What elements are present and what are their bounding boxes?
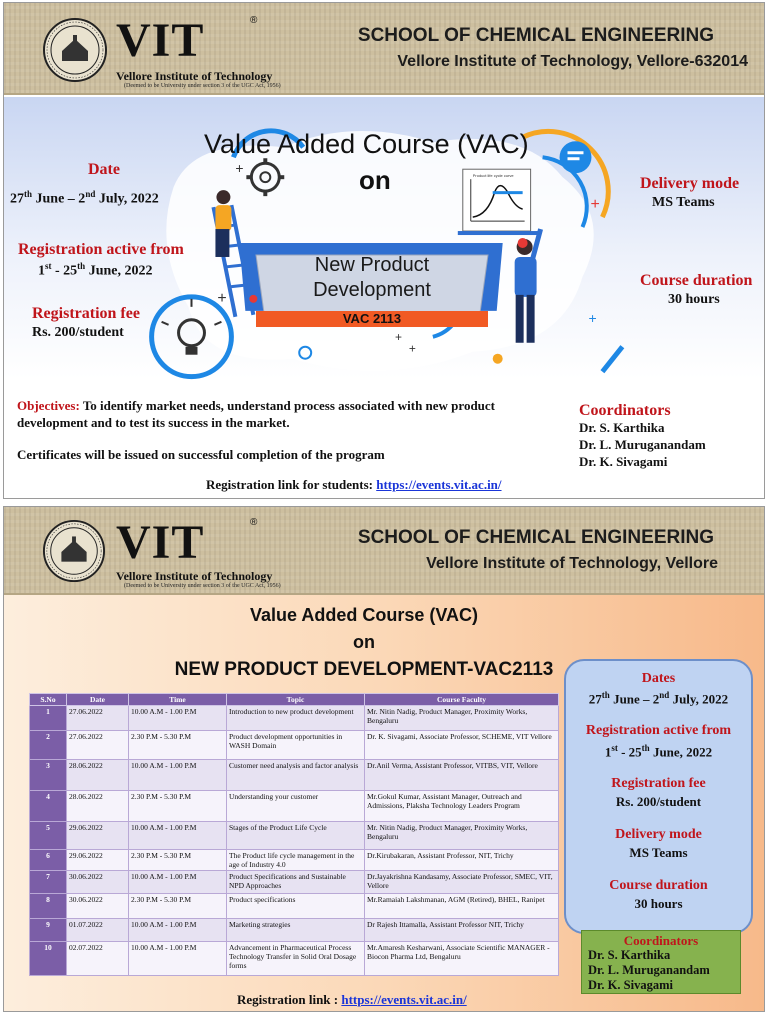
cell-sno: 4 <box>30 791 67 822</box>
cell-faculty: Mr.Gokul Kumar, Assistant Manager, Outreach and Admissions, Plaksha Technology Leaders Program <box>365 791 559 822</box>
registration-link[interactable]: https://events.vit.ac.in/ <box>376 477 502 492</box>
title-on: on <box>353 632 375 652</box>
dates-label: Dates <box>641 671 676 686</box>
coordinator-1: Dr. S. Karthika <box>588 948 671 962</box>
svg-text:+: + <box>590 196 600 214</box>
product-life-cycle-chart <box>458 169 538 235</box>
cell-date: 28.06.2022 <box>67 760 129 791</box>
poster-vac-schedule <box>3 506 765 1012</box>
cell-faculty: Mr.Amaresh Kesharwani, Associate Scientific MANAGER -Biocon Pharma Ltd, Bengaluru <box>365 942 559 976</box>
table-row <box>30 850 559 871</box>
cell-time: 10.00 A.M - 1.00 P.M <box>129 871 227 894</box>
schedule-table <box>29 693 559 976</box>
cell-faculty: Dr Rajesh Ittamalla, Assistant Professor NIT, Trichy <box>365 919 559 942</box>
chart-caption: Product life cycle curve <box>472 173 514 179</box>
pencil-icon <box>602 347 622 372</box>
header-faculty: Course Faculty <box>365 694 559 706</box>
table-row <box>30 942 559 976</box>
certificate-note: Certificates will be issued on successful completion of the program <box>17 447 385 462</box>
school-heading: SCHOOL OF CHEMICAL ENGINEERING <box>357 527 714 548</box>
delivery-value: MS Teams <box>629 845 688 860</box>
cell-faculty: Dr.Anil Verma, Assistant Professor, VITBS, VIT, Vellore <box>365 760 559 791</box>
duration-label: Course duration <box>640 272 753 289</box>
svg-text:+: + <box>394 329 402 344</box>
cell-topic: Introduction to new product development <box>227 706 365 731</box>
svg-text:+: + <box>235 160 244 177</box>
cell-topic: Marketing strategies <box>227 919 365 942</box>
cell-topic: Product development opportunities in WASH Domain <box>227 731 365 760</box>
cell-sno: 6 <box>30 850 67 871</box>
svg-text:+: + <box>217 289 227 307</box>
table-header-row <box>30 694 559 706</box>
date-value: 27th June – 2nd July, 2022 <box>10 189 159 207</box>
cell-sno: 8 <box>30 894 67 919</box>
cell-date: 01.07.2022 <box>67 919 129 942</box>
cell-date: 29.06.2022 <box>67 850 129 871</box>
svg-text:+: + <box>408 341 416 356</box>
cell-time: 2.30 P.M - 5.30 P.M <box>129 791 227 822</box>
coordinators-box <box>581 930 741 994</box>
header-banner <box>4 3 764 95</box>
cell-topic: Customer need analysis and factor analysis <box>227 760 365 791</box>
deemed-note: (Deemed to be University under section 3 of the UGC Act, 1956) <box>124 583 281 589</box>
fee-label: Registration fee <box>611 776 706 791</box>
institute-name: Vellore Institute of Technology <box>116 569 273 583</box>
cell-sno: 1 <box>30 706 67 731</box>
dates-value: 27th June – 2nd July, 2022 <box>588 690 729 707</box>
cell-time: 10.00 A.M - 1.00 P.M <box>129 942 227 976</box>
header-topic: Topic <box>227 694 365 706</box>
cell-time: 2.30 P.M - 5.30 P.M <box>129 894 227 919</box>
cell-time: 2.30 P.M - 5.30 P.M <box>129 850 227 871</box>
delivery-value: MS Teams <box>652 195 715 210</box>
registration-link-line: Registration link for students: https://events.vit.ac.in/ <box>206 477 502 492</box>
cell-topic: The Product life cycle management in the age of Industry 4.0 <box>227 850 365 871</box>
course-name: New Product Development <box>313 254 431 301</box>
cell-sno: 2 <box>30 731 67 760</box>
table-row <box>30 822 559 850</box>
cell-date: 02.07.2022 <box>67 942 129 976</box>
coordinator-3: Dr. K. Sivagami <box>588 978 673 992</box>
coordinator-2: Dr. L. Muruganandam <box>588 963 710 977</box>
fee-label: Registration fee <box>32 305 140 322</box>
registration-link[interactable]: https://events.vit.ac.in/ <box>341 992 467 1007</box>
duration-value: 30 hours <box>668 292 720 307</box>
school-heading: SCHOOL OF CHEMICAL ENGINEERING <box>357 25 714 46</box>
table-row <box>30 760 559 791</box>
cell-time: 2.30 P.M - 5.30 P.M <box>129 731 227 760</box>
school-subtitle: Vellore Institute of Technology, Vellore-632014 <box>397 53 748 70</box>
coordinator-2: Dr. L. Muruganandam <box>579 437 706 452</box>
table-row <box>30 706 559 731</box>
delivery-label: Delivery mode <box>640 175 740 192</box>
table-row <box>30 791 559 822</box>
cell-sno: 7 <box>30 871 67 894</box>
deemed-note: (Deemed to be University under section 3 of the UGC Act, 1956) <box>124 83 281 89</box>
cell-faculty: Mr.Ramaiah Lakshmanan, AGM (Retired), BHEL, Ranipet <box>365 894 559 919</box>
date-label: Date <box>88 161 120 178</box>
svg-text:+: + <box>588 309 597 326</box>
table-row <box>30 894 559 919</box>
cell-time: 10.00 A.M - 1.00 P.M <box>129 919 227 942</box>
cell-date: 30.06.2022 <box>67 871 129 894</box>
cell-topic: Understanding your customer <box>227 791 365 822</box>
delivery-label: Delivery mode <box>615 827 702 842</box>
course-info-box <box>564 659 753 934</box>
registration-label: Registration active from <box>18 241 184 258</box>
fee-value: Rs. 200/student <box>32 325 124 340</box>
cell-sno: 5 <box>30 822 67 850</box>
coordinators-label: Coordinators <box>623 933 699 948</box>
table-row <box>30 871 559 894</box>
school-subtitle: Vellore Institute of Technology, Vellore <box>426 555 718 572</box>
poster-vac-announcement <box>3 2 765 499</box>
cell-sno: 10 <box>30 942 67 976</box>
poster-body <box>4 97 764 499</box>
vit-seal-icon <box>42 519 106 583</box>
cell-date: 30.06.2022 <box>67 894 129 919</box>
registration-value: 1st - 25th June, 2022 <box>38 261 153 279</box>
header-time: Time <box>129 694 227 706</box>
course-code: VAC 2113 <box>256 311 488 327</box>
cell-date: 27.06.2022 <box>67 706 129 731</box>
cell-topic: Advancement in Pharmaceutical Process Technology Transfer in Solid Oral Dosage forms <box>227 942 365 976</box>
objectives: Objectives: To identify market needs, understand process associated with new product development and to test its success in the market. <box>17 398 496 430</box>
cell-faculty: Dr. K. Sivagami, Associate Professor, SCHEME, VIT Vellore <box>365 731 559 760</box>
duration-value: 30 hours <box>634 896 683 911</box>
cell-sno: 3 <box>30 760 67 791</box>
registration-label: Registration active from <box>585 723 732 738</box>
duration-label: Course duration <box>609 878 708 893</box>
vit-logo-text: VIT <box>116 14 205 67</box>
vit-logo-text: VIT <box>116 516 205 569</box>
coordinator-3: Dr. K. Sivagami <box>579 454 668 469</box>
cell-time: 10.00 A.M - 1.00 P.M <box>129 822 227 850</box>
table-row <box>30 919 559 942</box>
fee-value: Rs. 200/student <box>615 794 702 809</box>
cell-date: 28.06.2022 <box>67 791 129 822</box>
registered-mark: ® <box>250 517 258 528</box>
header-sno: S.No <box>30 694 67 706</box>
registration-link-line: Registration link : https://events.vit.ac.in/ <box>237 992 467 1007</box>
cell-time: 10.00 A.M - 1.00 P.M <box>129 706 227 731</box>
header-banner-2 <box>4 507 764 595</box>
cell-faculty: Dr.Kirubakaran, Assistant Professor, NIT, Trichy <box>365 850 559 871</box>
cell-date: 27.06.2022 <box>67 731 129 760</box>
cell-sno: 9 <box>30 919 67 942</box>
cell-faculty: Dr.Jayakrishna Kandasamy, Associate Professor, SMEC, VIT, Vellore <box>365 871 559 894</box>
coordinators-label: Coordinators <box>579 402 671 419</box>
cell-date: 29.06.2022 <box>67 822 129 850</box>
chat-bubble-icon <box>560 141 592 173</box>
course-name-code: NEW PRODUCT DEVELOPMENT-VAC2113 <box>174 659 554 680</box>
vit-seal-icon <box>42 17 108 83</box>
registered-mark: ® <box>250 15 258 26</box>
table-row <box>30 731 559 760</box>
cell-time: 10.00 A.M - 1.00 P.M <box>129 760 227 791</box>
institute-name: Vellore Institute of Technology <box>116 69 273 83</box>
cell-topic: Product specifications <box>227 894 365 919</box>
cell-topic: Stages of the Product Life Cycle <box>227 822 365 850</box>
coordinator-1: Dr. S. Karthika <box>579 420 665 435</box>
course-title: Value Added Course (VAC) <box>249 605 479 625</box>
cell-topic: Product Specifications and Sustainable NPD Approaches <box>227 871 365 894</box>
cell-faculty: Mr. Nitin Nadig, Product Manager, Proximity Works, Bengaluru <box>365 706 559 731</box>
title-on: on <box>359 165 391 195</box>
registration-value: 1st - 25th June, 2022 <box>604 743 713 760</box>
cell-faculty: Mr. Nitin Nadig, Product Manager, Proximity Works, Bengaluru <box>365 822 559 850</box>
header-date: Date <box>67 694 129 706</box>
course-title: Value Added Course (VAC) <box>204 129 529 159</box>
